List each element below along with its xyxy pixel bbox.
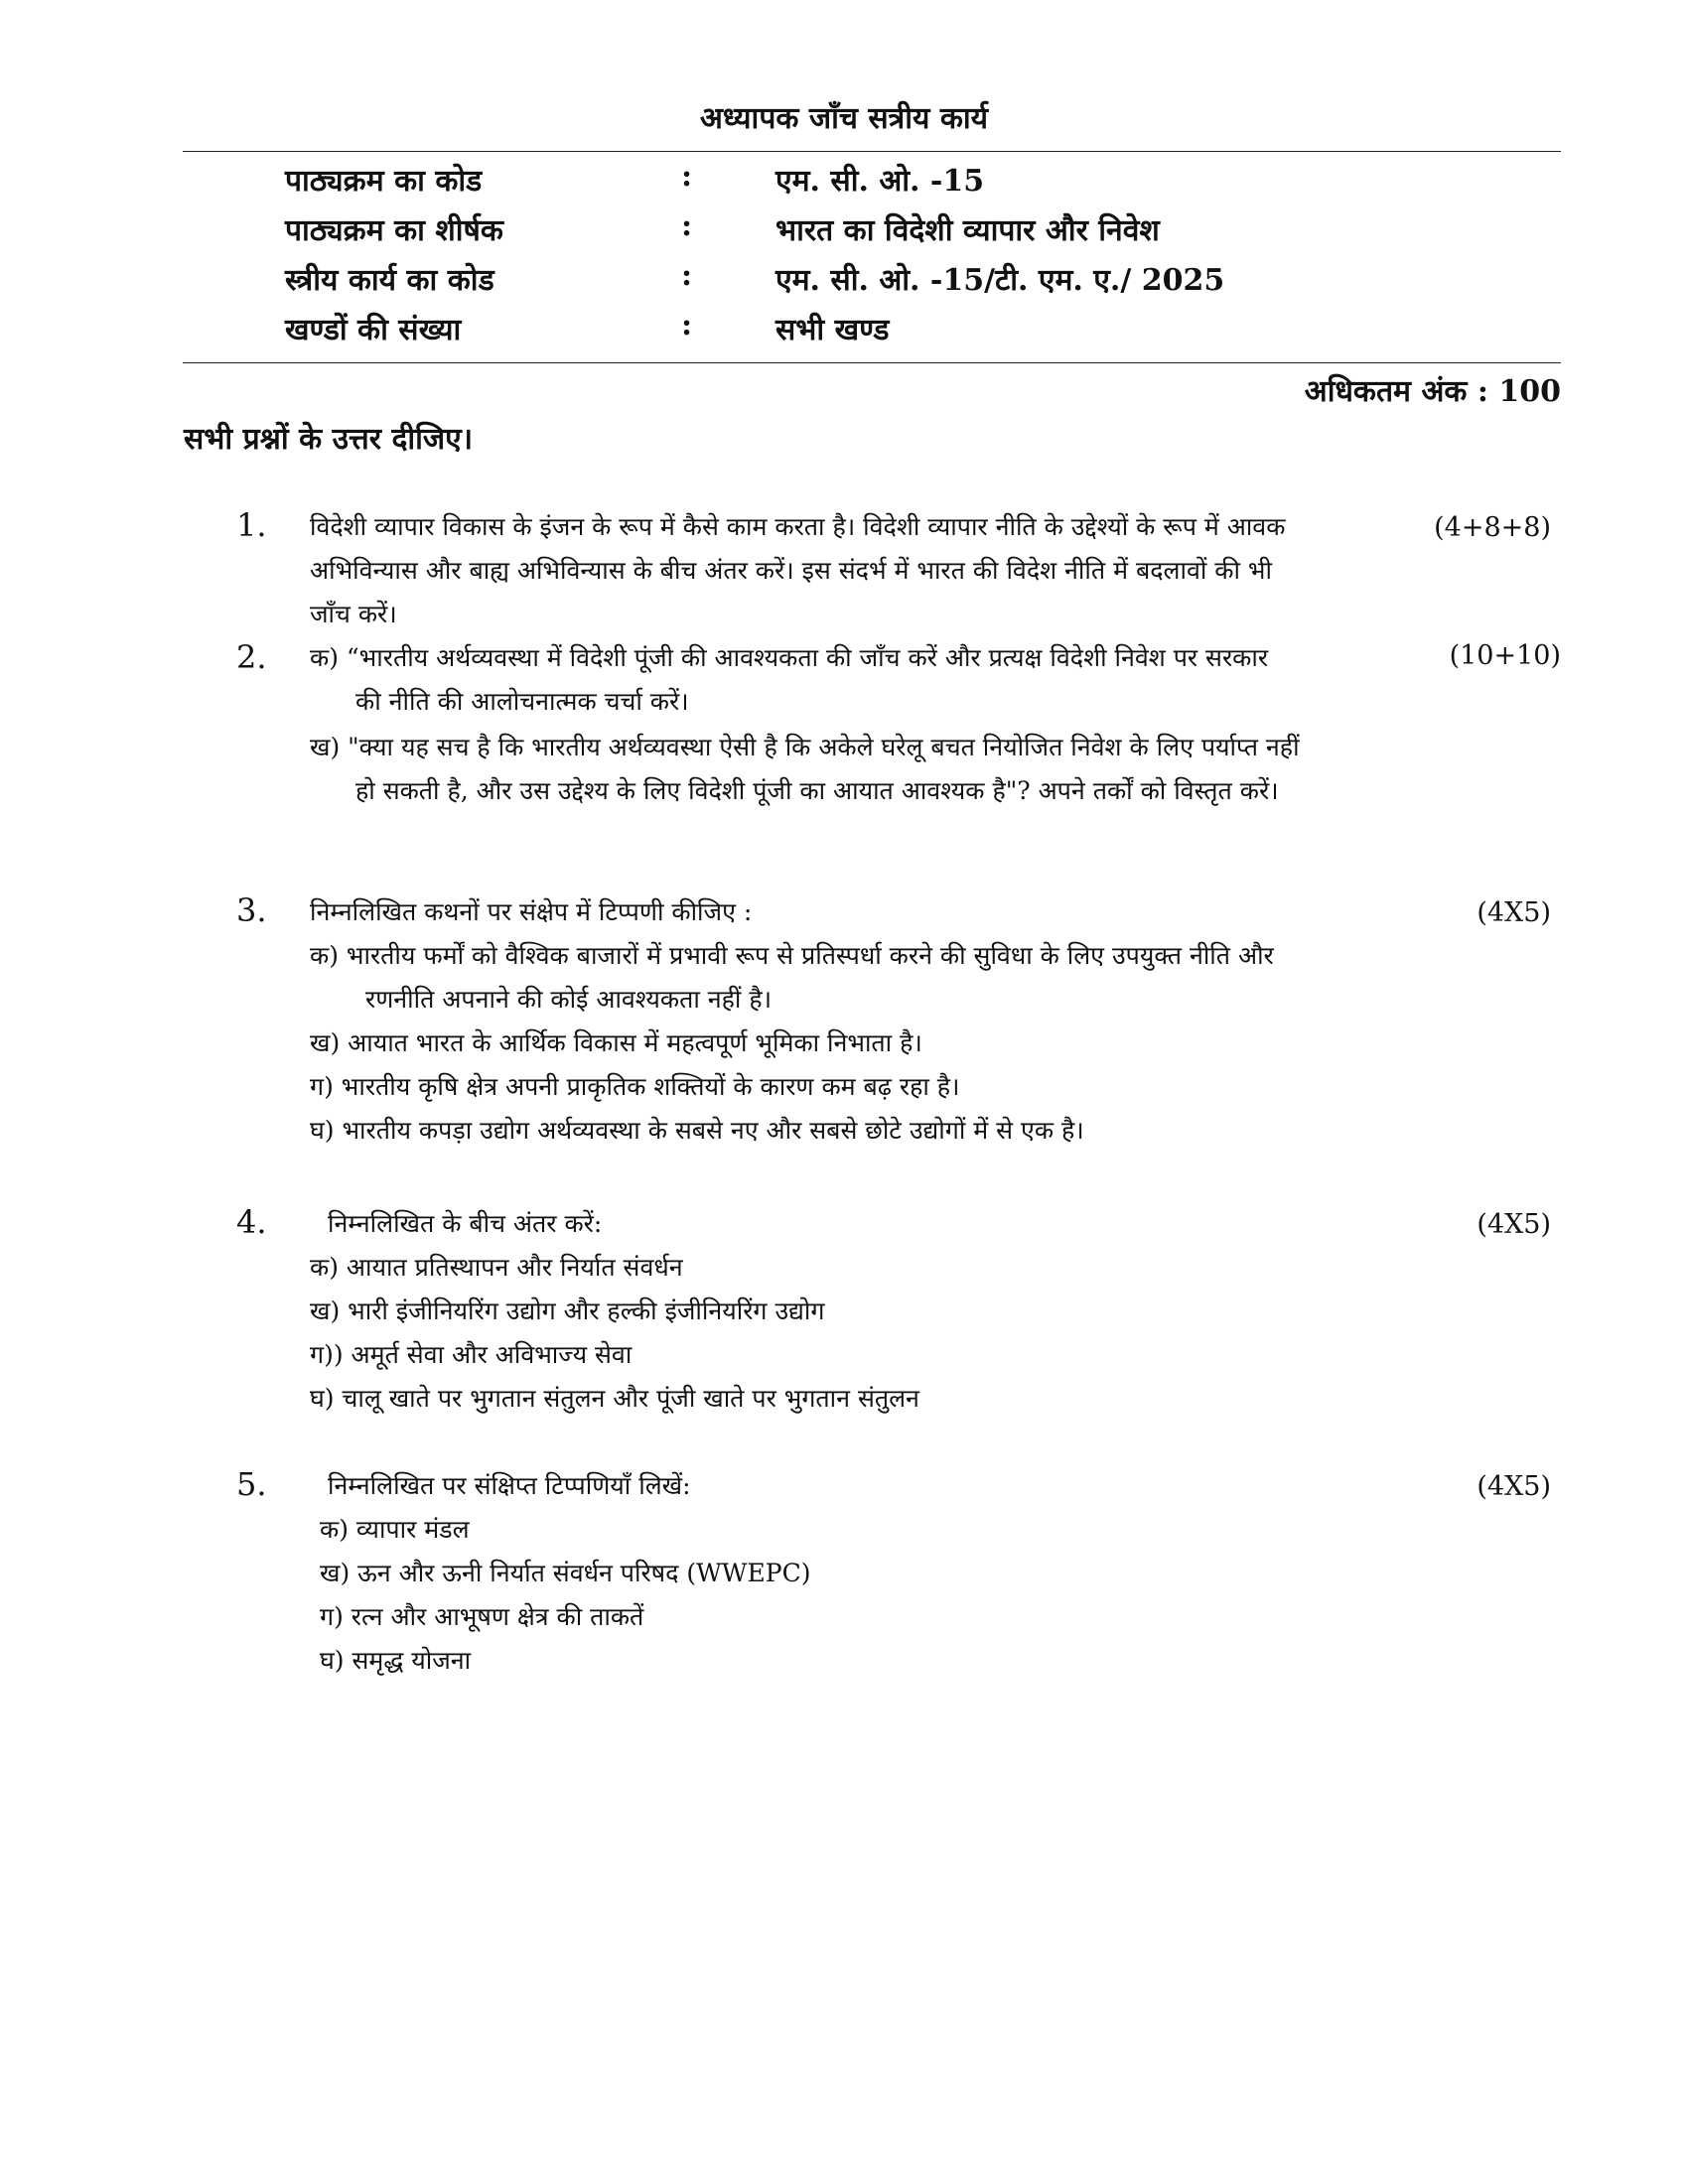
question-1-line-3: जाँच करें। <box>310 600 397 628</box>
question-4-item-a: क) आयात प्रतिस्थापन और निर्यात संवर्धन <box>310 1253 683 1282</box>
assignment-code-label: स्त्रीय कार्य का कोड <box>285 263 494 298</box>
question-4-number: 4. <box>236 1203 267 1241</box>
question-4-item-b: ख) भारी इंजीनियरिंग उद्योग और हल्की इंजीनियरिंग उद्योग <box>310 1297 825 1325</box>
question-1-marks: (4+8+8) <box>1434 512 1551 543</box>
page-title: अध्यापक जाँच सत्रीय कार्य <box>699 101 989 136</box>
course-title-label: पाठ्यक्रम का शीर्षक <box>285 213 503 248</box>
question-5-item-d: घ) समृद्ध योजना <box>320 1646 472 1675</box>
question-3-item-d: घ) भारतीय कपड़ा उद्योग अर्थव्यवस्था के सबसे नए और सबसे छोटे उद्योगों में से एक है। <box>310 1116 1084 1145</box>
question-3-item-a-line-1: क) भारतीय फर्मों को वैश्विक बाजारों में प्रभावी रूप से प्रतिस्पर्धा करने की सुविधा के लिए उपयुक्त नीति और <box>310 941 1274 970</box>
max-marks: अधिकतम अंक : 100 <box>1304 374 1561 409</box>
question-5-item-c: ग) रत्न और आभूषण क्षेत्र की ताकतें <box>320 1602 644 1631</box>
course-code-value: एम. सी. ओ. -15 <box>775 164 985 199</box>
blocks-count-colon: : <box>681 308 693 342</box>
question-4-intro: निम्नलिखित के बीच अंतर करें: <box>328 1209 603 1238</box>
question-4-item-d: घ) चालू खाते पर भुगतान संतुलन और पूंजी खाते पर भुगतान संतुलन <box>310 1384 919 1413</box>
question-5-intro: निम्नलिखित पर संक्षिप्त टिप्पणियाँ लिखें: <box>328 1471 691 1500</box>
header-bottom-rule <box>183 362 1561 363</box>
question-5-item-b: ख) ऊन और ऊनी निर्यात संवर्धन परिषद (WWEPC) <box>320 1559 811 1587</box>
instruction: सभी प्रश्नों के उत्तर दीजिए। <box>184 422 474 457</box>
assignment-code-value: एम. सी. ओ. -15/टी. एम. ए./ 2025 <box>775 263 1225 298</box>
question-3-item-c: ग) भारतीय कृषि क्षेत्र अपनी प्राकृतिक शक्तियों के कारण कम बढ़ रहा है। <box>310 1072 960 1101</box>
question-1-line-2: अभिविन्यास और बाह्य अभिविन्यास के बीच अंतर करें। इस संदर्भ में भारत की विदेश नीति में बदलावों की भी <box>310 556 1272 585</box>
question-2a-line-1: क) “भारतीय अर्थव्यवस्था में विदेशी पूंजी की आवश्यकता की जाँच करें और प्रत्यक्ष विदेशी निवेश पर सरकार <box>310 643 1269 672</box>
blocks-count-value: सभी खण्ड <box>775 313 890 347</box>
question-1-line-1: विदेशी व्यापार विकास के इंजन के रूप में कैसे काम करता है। विदेशी व्यापार नीति के उद्देश्यों के रूप में आवक <box>310 512 1286 541</box>
question-2b-line-2: हो सकती है, और उस उद्देश्य के लिए विदेशी पूंजी का आयात आवश्यक है"? अपने तर्कों को विस्तृत करें। <box>355 776 1279 805</box>
question-3-number: 3. <box>236 891 267 929</box>
question-1-number: 1. <box>236 506 267 544</box>
course-code-colon: : <box>681 159 693 194</box>
question-3-item-a-line-2: रणनीति अपनाने की कोई आवश्यकता नहीं है। <box>365 985 773 1014</box>
header-top-rule <box>183 151 1561 152</box>
question-3-intro: निम्नलिखित कथनों पर संक्षेप में टिप्पणी कीजिए : <box>310 897 753 926</box>
question-3-marks: (4X5) <box>1477 897 1551 928</box>
question-4-marks: (4X5) <box>1477 1209 1551 1240</box>
assignment-code-colon: : <box>681 258 693 293</box>
question-2b-line-1: ख) "क्या यह सच है कि भारतीय अर्थव्यवस्था ऐसी है कि अकेले घरेलू बचत नियोजित निवेश के लिए पर्याप्त नहीं <box>310 733 1300 761</box>
course-code-label: पाठ्यक्रम का कोड <box>285 164 483 199</box>
blocks-count-label: खण्डों की संख्या <box>285 313 462 347</box>
question-5-marks: (4X5) <box>1477 1471 1551 1502</box>
question-2a-line-2: की नीति की आलोचनात्मक चर्चा करें। <box>355 687 689 716</box>
question-2-number: 2. <box>236 638 267 676</box>
course-title-value: भारत का विदेशी व्यापार और निवेश <box>775 213 1160 248</box>
course-title-colon: : <box>681 208 693 243</box>
question-5-item-a: क) व्यापार मंडल <box>320 1515 470 1544</box>
question-4-item-c: ग)) अमूर्त सेवा और अविभाज्य सेवा <box>310 1340 633 1369</box>
question-2-marks: (10+10) <box>1449 640 1561 671</box>
question-5-number: 5. <box>236 1465 267 1503</box>
question-3-item-b: ख) आयात भारत के आर्थिक विकास में महत्वपूर्ण भूमिका निभाता है। <box>310 1028 922 1057</box>
